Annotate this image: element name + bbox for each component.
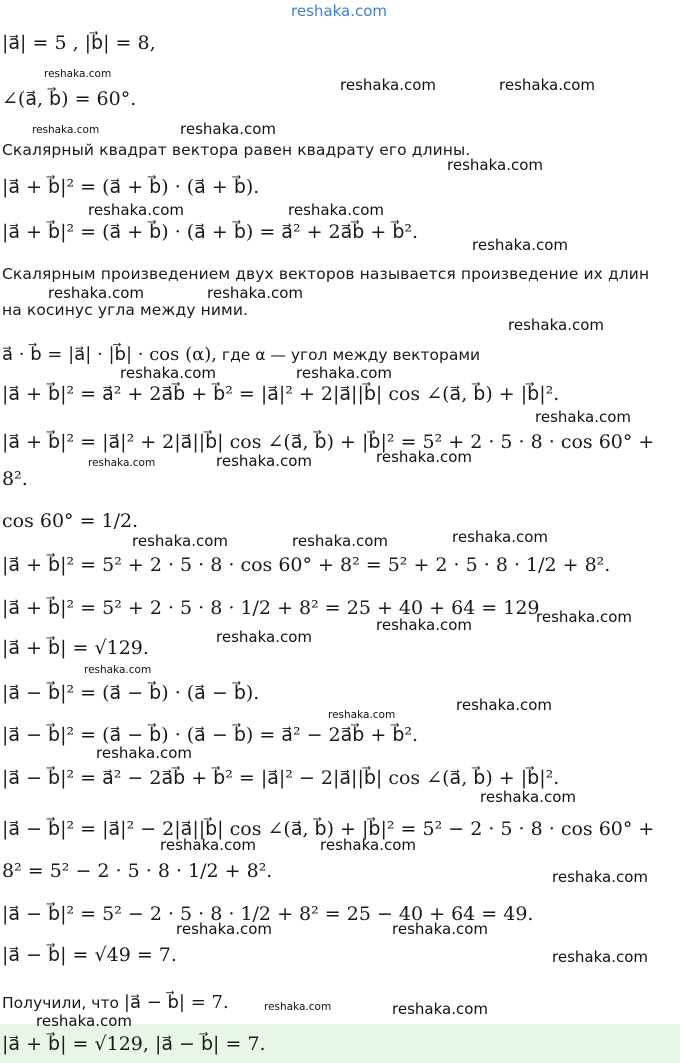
diff-length-result: |a⃗ − b⃗| = √49 = 7.	[2, 944, 177, 966]
dot-product-formula-note: где α — угол между векторами	[217, 346, 481, 364]
dot-product-definition: Скалярным произведением двух векторов называется произведение их длин	[2, 265, 650, 283]
watermark: reshaka.com	[499, 76, 595, 94]
sum-square-eq-2: |a⃗ + b⃗|² = (a⃗ + b⃗) · (a⃗ + b⃗) = a⃗² + 2a⃗b⃗ + b⃗².	[2, 221, 419, 243]
given-lengths: |a⃗| = 5 , |b⃗| = 8,	[2, 32, 156, 54]
conclusion-formula: |a⃗ − b⃗| = 7.	[123, 992, 229, 1013]
watermark: reshaka.com	[264, 1001, 332, 1013]
watermark: reshaka.com	[84, 664, 152, 676]
watermark: reshaka.com	[376, 448, 472, 466]
watermark: reshaka.com	[288, 201, 384, 219]
dot-product-formula	[2, 344, 480, 366]
conclusion-line	[2, 992, 229, 1014]
watermark: reshaka.com	[392, 1000, 488, 1018]
final-answer: |a⃗ + b⃗| = √129, |a⃗ − b⃗| = 7.	[2, 1033, 266, 1055]
conclusion-text: Получили, что	[2, 994, 124, 1012]
watermark: reshaka.com	[96, 744, 192, 762]
sum-square-eq-1: |a⃗ + b⃗|² = (a⃗ + b⃗) · (a⃗ + b⃗).	[2, 176, 260, 198]
watermark: reshaka.com	[132, 532, 228, 550]
diff-square-eq-4: |a⃗ − b⃗|² = |a⃗|² − 2|a⃗||b⃗| cos ∠(a⃗, b⃗) + |b⃗|² = 5² − 2 · 5 · 8 · cos 60° +	[2, 818, 655, 840]
dot-product-definition-cont: на косинус угла между ними.	[2, 301, 249, 319]
watermark: reshaka.com	[320, 836, 416, 854]
watermark: reshaka.com	[44, 68, 112, 80]
watermark: reshaka.com	[176, 920, 272, 938]
watermark: reshaka.com	[296, 364, 392, 382]
watermark: reshaka.com	[207, 284, 303, 302]
watermark: reshaka.com	[452, 528, 548, 546]
sum-length-result: |a⃗ + b⃗| = √129.	[2, 637, 149, 659]
watermark: reshaka.com	[88, 457, 156, 469]
diff-square-eq-5: |a⃗ − b⃗|² = 5² − 2 · 5 · 8 · 1/2 + 8² = 25 − 40 + 64 = 49.	[2, 903, 534, 925]
watermark: reshaka.com	[480, 788, 576, 806]
given-angle: ∠(a⃗, b⃗) = 60°.	[2, 88, 137, 110]
scalar-square-statement: Скалярный квадрат вектора равен квадрату его длины.	[2, 141, 471, 159]
watermark: reshaka.com	[32, 124, 100, 136]
sum-square-eq-4: |a⃗ + b⃗|² = |a⃗|² + 2|a⃗||b⃗| cos ∠(a⃗, b⃗) + |b⃗|² = 5² + 2 · 5 · 8 · cos 60° +	[2, 431, 655, 453]
watermark: reshaka.com	[216, 452, 312, 470]
watermark: reshaka.com	[552, 948, 648, 966]
site-header-link[interactable]: reshaka.com	[291, 2, 387, 20]
watermark: reshaka.com	[536, 608, 632, 626]
watermark: reshaka.com	[328, 709, 396, 721]
watermark: reshaka.com	[456, 696, 552, 714]
watermark: reshaka.com	[392, 920, 488, 938]
watermark: reshaka.com	[340, 76, 436, 94]
watermark: reshaka.com	[160, 836, 256, 854]
diff-square-eq-2: |a⃗ − b⃗|² = (a⃗ − b⃗) · (a⃗ − b⃗) = a⃗² − 2a⃗b⃗ + b⃗².	[2, 724, 419, 746]
watermark: reshaka.com	[508, 316, 604, 334]
sum-square-eq-6: |a⃗ + b⃗|² = 5² + 2 · 5 · 8 · 1/2 + 8² = 25 + 40 + 64 = 129	[2, 597, 540, 619]
watermark: reshaka.com	[120, 364, 216, 382]
watermark: reshaka.com	[292, 532, 388, 550]
watermark: reshaka.com	[216, 628, 312, 646]
watermark: reshaka.com	[535, 408, 631, 426]
dot-product-formula-math: a⃗ · b⃗ = |a⃗| · |b⃗| · cos (α),	[2, 344, 217, 365]
sum-square-eq-3: |a⃗ + b⃗|² = a⃗² + 2a⃗b⃗ + b⃗² = |a⃗|² + 2|a⃗||b⃗| cos ∠(a⃗, b⃗) + |b⃗|².	[2, 383, 560, 405]
watermark: reshaka.com	[472, 236, 568, 254]
watermark: reshaka.com	[36, 1012, 132, 1030]
diff-square-eq-3: |a⃗ − b⃗|² = a⃗² − 2a⃗b⃗ + b⃗² = |a⃗|² − 2|a⃗||b⃗| cos ∠(a⃗, b⃗) + |b⃗|².	[2, 767, 560, 789]
diff-square-eq-1: |a⃗ − b⃗|² = (a⃗ − b⃗) · (a⃗ − b⃗).	[2, 682, 260, 704]
watermark: reshaka.com	[376, 616, 472, 634]
watermark: reshaka.com	[552, 868, 648, 886]
sum-square-eq-4-cont: 8².	[2, 468, 28, 490]
watermark: reshaka.com	[180, 120, 276, 138]
watermark: reshaka.com	[88, 201, 184, 219]
watermark: reshaka.com	[447, 156, 543, 174]
watermark: reshaka.com	[48, 284, 144, 302]
cos-60-value: cos 60° = 1/2.	[2, 510, 139, 532]
diff-square-eq-4-cont: 8² = 5² − 2 · 5 · 8 · 1/2 + 8².	[2, 860, 273, 882]
sum-square-eq-5: |a⃗ + b⃗|² = 5² + 2 · 5 · 8 · cos 60° + 8² = 5² + 2 · 5 · 8 · 1/2 + 8².	[2, 554, 611, 576]
